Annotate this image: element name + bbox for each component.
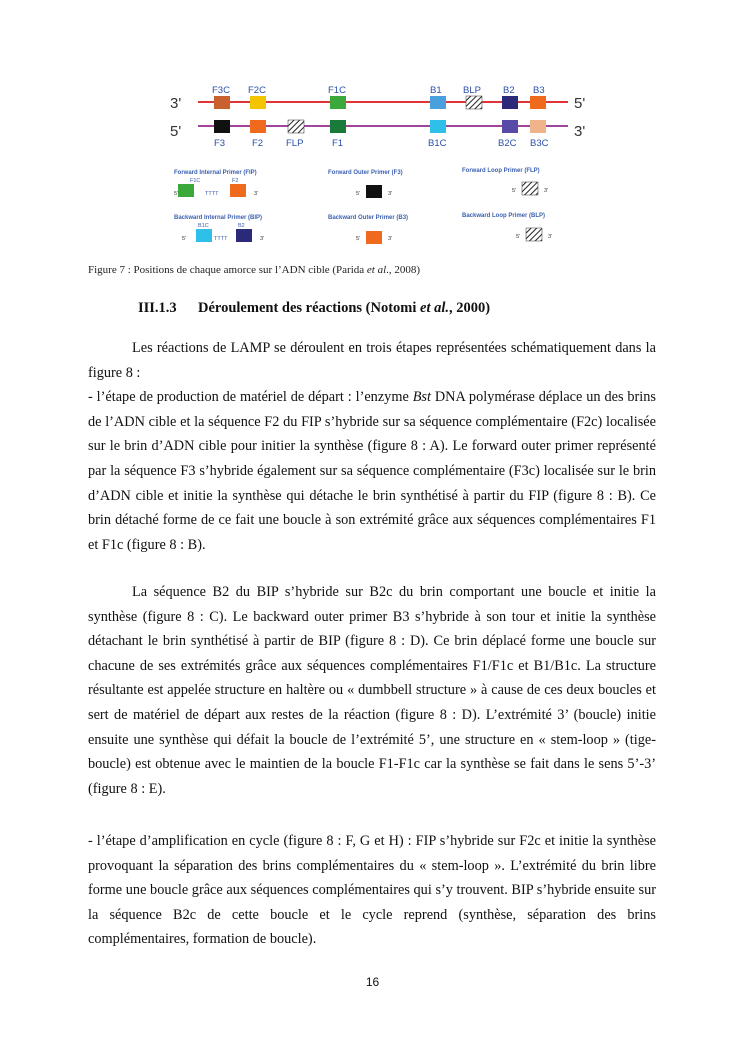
paragraph-3: - l’étape d’amplification en cycle (figure 8 : F, G et H) : FIP s’hybride sur F2c et initie la synthèse provoquant la séparation des brins complémentaires du « stem-loop ». L’extrémité du brin libre forme une boucle grâce aux séquences complémentaires qui s’y trouvent. BIP s’hybride ensuite sur la séquence B2c de cette boucle et le cycle reprend (synthèse, séparation des brins complémentaires, formation de boucle). xyxy=(88,833,656,948)
legend-bip-b2: B2 xyxy=(238,223,245,229)
top-strand-right-end: 5' xyxy=(574,95,586,112)
top-strand-left-end: 3' xyxy=(170,95,182,112)
label-f2: F2 xyxy=(252,138,264,149)
label-b1c: B1C xyxy=(428,138,447,149)
box-b1 xyxy=(430,96,446,109)
label-f3c: F3C xyxy=(212,85,230,96)
box-b2c xyxy=(502,120,518,133)
box-f2 xyxy=(250,120,266,133)
box-b3c xyxy=(530,120,546,133)
label-blp: BLP xyxy=(463,85,481,96)
figure-caption: Figure 7 : Positions de chaque amorce sur l’ADN cible (Parida et al., 2008) xyxy=(88,264,421,276)
legend-blp-title: Backward Loop Primer (BLP) xyxy=(462,213,546,219)
legend-fip-3: 3' xyxy=(254,191,259,197)
box-b1c xyxy=(430,120,446,133)
legend-flp-3: 3' xyxy=(544,188,549,194)
legend-b3-5: 5' xyxy=(356,236,361,242)
legend-blp-5: 5' xyxy=(516,234,521,240)
section-title: Déroulement des réactions (Notomi et al., 2000) xyxy=(198,300,491,316)
label-f1: F1 xyxy=(332,138,344,149)
label-flp: FLP xyxy=(286,138,304,149)
box-f1c xyxy=(330,96,346,109)
box-f1 xyxy=(330,120,346,133)
legend-fip-5: 5' xyxy=(174,191,179,197)
legend-fip-tttt: TTTT xyxy=(205,191,219,197)
section-number: III.1.3 xyxy=(138,300,177,316)
box-f3 xyxy=(214,120,230,133)
legend-bip-5: 5' xyxy=(182,236,187,242)
legend-bip-3: 3' xyxy=(260,236,265,242)
label-f2c: F2C xyxy=(248,85,266,96)
legend-f3-5: 5' xyxy=(356,191,361,197)
label-b3c: B3C xyxy=(530,138,549,149)
legend-b3-3: 3' xyxy=(388,236,393,242)
section-heading xyxy=(138,300,490,317)
paragraph-1-step: - l’étape de production de matériel de départ : l’enzyme Bst DNA polymérase déplace un des brins de l’ADN cible et la séquence F2 du FIP s’hybride sur sa séquence complémentaire (F2c) localisée sur le brin d’ADN cible pour initier la synthèse (figure 8 : A). Le forward outer primer représenté par la séquence F3 s’hybride également sur sa séquence complémentaire (F3c) localisée sur le brin d’ADN cible et initie la synthèse qui détache le brin synthétisé à partir du FIP (figure 8 : B). Ce brin détaché forme de ce fait une boucle à son extrémité grâce aux séquences complémentaires F1 et F1c (figure 8 : B). xyxy=(88,389,656,553)
box-f3c xyxy=(214,96,230,109)
legend-fip-f2: F2 xyxy=(232,178,239,184)
legend-b3-swatch xyxy=(366,231,382,244)
legend-f3-swatch xyxy=(366,185,382,198)
legend-b3-title: Backward Outer Primer (B3) xyxy=(328,215,409,221)
legend-bip-b1c: B1C xyxy=(198,223,209,229)
paragraph-2: La séquence B2 du BIP s’hybride sur B2c du brin comportant une boucle et initie la synthèse (figure 8 : C). Le backward outer primer B3 s’hybride à son tour et initie la synthèse détachant le brin synthétisé à partir de BIP (figure 8 : D). Ce brin déplacé forme une boucle sur chacune de ses extrémités grâce aux séquences complémentaires F1/F1c et B1/B1c. La structure résultante est appelée structure en haltère ou « dumbbell structure » à cause de ces deux boucles et sert de matériel de départ aux restes de la réaction (figure 8 : D). L’extrémité 3’ (boucle) initie ensuite une synthèse qui défait la boucle de l’extrémité 5’, une structure en « stem-loop » (tige-boucle) est obtenue avec le maintien de la boucle F1-F1c car la synthèse se fait dans le sens 5’-3’ (figure 8 : E). xyxy=(88,584,656,797)
primer-positions-figure xyxy=(160,78,600,253)
label-b2: B2 xyxy=(503,85,515,96)
label-f3: F3 xyxy=(214,138,226,149)
legend-blp-3: 3' xyxy=(548,234,553,240)
legend-flp-5: 5' xyxy=(512,188,517,194)
legend-f3-title: Forward Outer Primer (F3) xyxy=(328,170,403,176)
label-b3: B3 xyxy=(533,85,545,96)
legend-fip-f1c: F1C xyxy=(190,178,201,184)
box-b2 xyxy=(502,96,518,109)
paragraph-1 xyxy=(88,336,656,557)
box-f2c xyxy=(250,96,266,109)
page-number: 16 xyxy=(365,975,380,989)
legend-flp-swatch xyxy=(522,182,538,195)
primer-diagram xyxy=(160,78,600,253)
legend-bip-title: Backward Internal Primer (BIP) xyxy=(174,215,263,221)
legend-bip-tttt: TTTT xyxy=(214,236,228,242)
box-blp xyxy=(466,96,482,109)
legend-flp-title: Forward Loop Primer (FLP) xyxy=(462,168,540,174)
label-b1: B1 xyxy=(430,85,442,96)
bottom-strand-left-end: 5' xyxy=(170,123,182,140)
legend-f3-3: 3' xyxy=(388,191,393,197)
box-flp xyxy=(288,120,304,133)
label-f1c: F1C xyxy=(328,85,346,96)
legend-bip-b1c-swatch xyxy=(196,229,212,242)
label-b2c: B2C xyxy=(498,138,517,149)
legend-blp-swatch xyxy=(526,228,542,241)
legend-bip-b2-swatch xyxy=(236,229,252,242)
legend-fip-title: Forward Internal Primer (FIP) xyxy=(174,170,257,176)
legend-fip-f2-swatch xyxy=(230,184,246,197)
box-b3 xyxy=(530,96,546,109)
bottom-strand-right-end: 3' xyxy=(574,123,586,140)
paragraph-1-intro: Les réactions de LAMP se déroulent en trois étapes représentées schématiquement dans la figure 8 : xyxy=(88,340,656,381)
legend-fip-f1c-swatch xyxy=(178,184,194,197)
